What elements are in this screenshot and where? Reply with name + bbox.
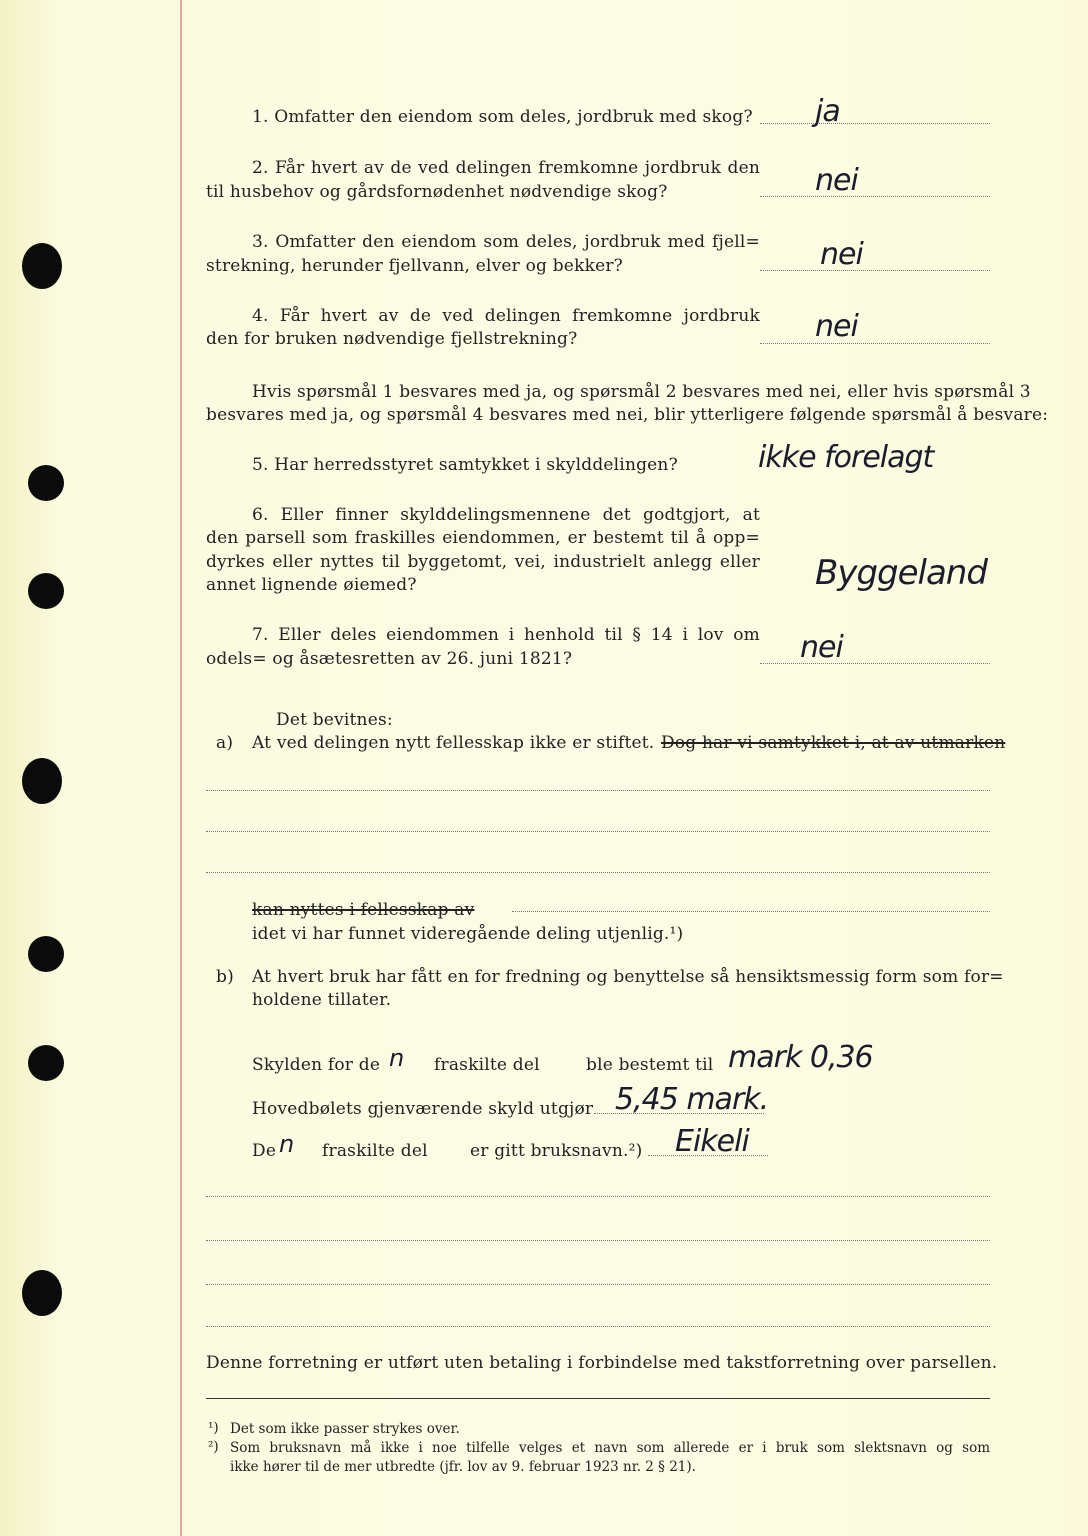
testimony-b-line2: holdene tillater. [252,990,392,1010]
skyld-line3-c: er gitt bruksnavn.²) [470,1141,643,1161]
answer-line [760,343,990,344]
footnote-2-mark: ²) [208,1439,219,1455]
testimony-a-line2: idet vi har funnet videregående deling utjenlig.¹) [252,924,684,944]
skyld-line1-a: Skylden for de [252,1055,381,1075]
skyld-line1-hw: n [389,1044,404,1072]
skyld-line1-c: ble bestemt til [586,1055,714,1075]
blank-line [512,911,990,912]
testimony-b-label: b) [216,967,234,987]
punch-hole [28,573,64,609]
skyld-line1-b: fraskilte del [434,1055,540,1075]
blank-line [206,872,990,873]
testimony-heading: Det bevitnes: [276,710,393,730]
footnote-2-line2: ikke hører til de mer utbredte (jfr. lov av 9. februar 1923 nr. 2 § 21). [230,1459,696,1475]
question-6-line3: dyrkes eller nyttes til byggetomt, vei, industrielt anlegg eller [206,552,760,572]
question-1: 1. Omfatter den eiendom som deles, jordbruk med skog? [252,107,753,127]
blank-line [206,1240,990,1241]
question-4-line1: 4. Får hvert av de ved delingen fremkomne jordbruk [252,306,760,326]
question-7-line1: 7. Eller deles eiendommen i henhold til § 14 i lov om [252,625,760,645]
testimony-a-text: At ved delingen nytt fellesskap ikke er stiftet. [252,733,655,753]
answer-line [760,196,990,197]
answer-4: nei [815,309,858,344]
punch-hole [28,1045,64,1081]
closing-statement: Denne forretning er utført uten betaling i forbindelse med takstforretning over parsellen. [206,1353,998,1373]
question-7-line2: odels= og åsætesretten av 26. juni 1821? [206,649,573,669]
footnote-divider [206,1398,990,1399]
margin-rule [180,0,182,1536]
answer-1: ja [815,94,840,129]
intro-line2: besvares med ja, og spørsmål 4 besvares med nei, blir ytterligere følgende spørsmål å besvare: [206,405,1049,425]
answer-3: nei [820,237,863,272]
skyld-line3-a: De [252,1141,277,1161]
blank-line [206,831,990,832]
answer-line [760,123,990,124]
skyld-line1-answer: mark 0,36 [728,1040,873,1075]
skyld-line3-answer: Eikeli [675,1124,749,1159]
answer-7: nei [800,630,843,665]
blank-line [206,1326,990,1327]
punch-hole [22,1270,62,1316]
testimony-a-struck: Dog har vi samtykket i, at av utmarken [661,733,1006,753]
punch-hole [22,758,62,804]
answer-line [760,663,990,664]
question-3-line1: 3. Omfatter den eiendom som deles, jordbruk med fjell= [252,232,760,252]
question-3-line2: strekning, herunder fjellvann, elver og bekker? [206,256,623,276]
answer-line [760,270,990,271]
skyld-line2-a: Hovedbølets gjenværende skyld utgjør [252,1099,594,1119]
skyld-line3-hw: n [279,1130,294,1158]
intro-line1: Hvis spørsmål 1 besvares med ja, og spørsmål 2 besvares med nei, eller hvis spørsmål 3 [252,382,1031,402]
question-2-line1: 2. Får hvert av de ved delingen fremkomne jordbruk den [252,158,760,178]
answer-2: nei [815,163,858,198]
punch-hole [28,465,64,501]
footnote-1: Det som ikke passer strykes over. [230,1421,460,1437]
answer-6: Byggeland [815,553,987,593]
testimony-b-line1: At hvert bruk har fått en for fredning og benyttelse så hensiktsmessig form som for= [252,967,1004,987]
question-6-line1: 6. Eller finner skylddelingsmennene det godtgjort, at [252,505,760,525]
blank-line [206,1284,990,1285]
question-6-line4: annet lignende øiemed? [206,575,417,595]
blank-line [206,1196,990,1197]
question-6-line2: den parsell som fraskilles eiendommen, er bestemt til å opp= [206,528,760,548]
footnote-1-mark: ¹) [208,1420,219,1436]
question-4-line2: den for bruken nødvendige fjellstrekning? [206,329,578,349]
testimony-a-label: a) [216,733,234,753]
question-2-line2: til husbehov og gårdsfornødenhet nødvendige skog? [206,182,668,202]
punch-hole [28,936,64,972]
answer-5: ikke forelagt [758,440,934,475]
blank-line [206,790,990,791]
punch-hole [22,243,62,289]
skyld-line3-b: fraskilte del [322,1141,428,1161]
question-5: 5. Har herredsstyret samtykket i skylddelingen? [252,455,678,475]
testimony-a-struck-2: kan nyttes i fellesskap av [252,900,475,920]
skyld-line2-answer: 5,45 mark. [615,1082,769,1117]
footnote-2-line1: Som bruksnavn må ikke i noe tilfelle velges et navn som allerede er i bruk som slektsnavn og som [230,1440,990,1456]
